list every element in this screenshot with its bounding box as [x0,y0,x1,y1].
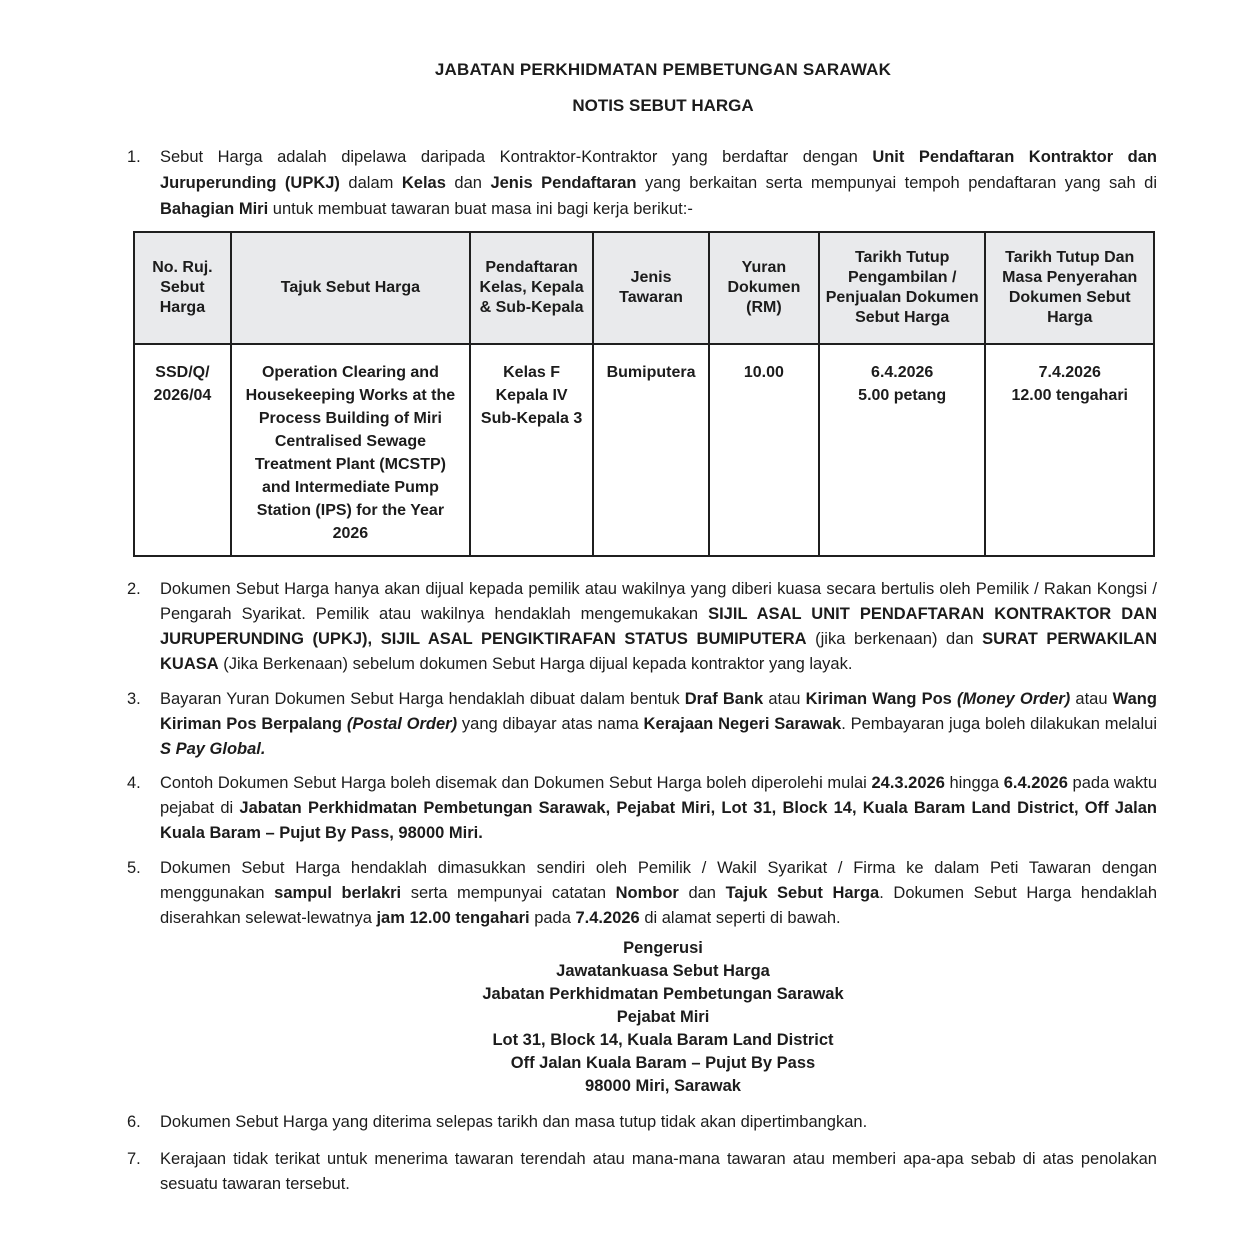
col-header-title: Tajuk Sebut Harga [231,232,470,344]
paragraph-2 [127,577,1157,677]
cell-title: Operation Clearing and Housekeeping Works at the Process Building of Miri Centralised Sewage Treatment Plant (MCSTP) and Intermediate Pump Station (IPS) for the Year 2026 [231,344,470,556]
paragraph-1-text: Sebut Harga adalah dipelawa daripada Kontraktor-Kontraktor yang berdaftar dengan Unit Pendaftaran Kontraktor dan Juruperunding (UPKJ) dalam Kelas dan Jenis Pendaftaran yang berkaitan serta mempunyai tempoh pendaftaran yang sah di Bahagian Miri untuk membuat tawaran buat masa ini bagi kerja berikut:- [160,148,1158,218]
document-title: JABATAN PERKHIDMATAN PEMBETUNGAN SARAWAK [434,60,892,79]
paragraph-7-number: 7. [127,1150,141,1168]
submission-address-block: Pengerusi Jawatankuasa Sebut Harga Jabatan Perkhidmatan Pembetungan Sarawak Pejabat Miri Lot 31, Block 14, Kuala Baram Land District Off Jalan Kuala Baram – Pujut By Pass 98000 Miri, Sarawak [482,939,844,1095]
col-header-document-fee: Yuran Dokumen (RM) [709,232,819,344]
paragraph-3-number: 3. [127,690,141,708]
cell-submission-closing: 7.4.2026 12.00 tengahari [985,344,1154,556]
paragraph-6-text: Dokumen Sebut Harga yang diterima selepas tarikh dan masa tutup tidak akan dipertimbangkan. [160,1113,868,1131]
paragraph-1 [127,144,1157,222]
paragraph-1-number: 1. [127,148,141,166]
document-subtitle: NOTIS SEBUT HARGA [572,96,754,115]
quotation-table [133,231,1155,557]
quotation-table-body [134,344,1154,556]
paragraph-4-text: Contoh Dokumen Sebut Harga boleh disemak dan Dokumen Sebut Harga boleh diperolehi mulai 24.3.2026 hingga 6.4.2026 pada waktu pejabat di Jabatan Perkhidmatan Pembetungan Sarawak, Pejabat Miri, Lot 31, Block 14, Kuala Baram Land District, Off Jalan Kuala Baram – Pujut By Pass, 98000 Miri. [160,774,1157,842]
cell-registration: Kelas F Kepala IV Sub-Kepala 3 [470,344,593,556]
paragraph-5-number: 5. [127,859,141,877]
cell-offer-type: Bumiputera [593,344,709,556]
col-header-ref-no: No. Ruj. Sebut Harga [134,232,231,344]
paragraph-2-text: Dokumen Sebut Harga hanya akan dijual kepada pemilik atau wakilnya yang diberi kuasa secara bertulis oleh Pemilik / Rakan Kongsi / Pengarah Syarikat. Pemilik atau wakilnya hendaklah mengemukakan SIJIL ASAL UNIT PENDAFTARAN KONTRAKTOR DAN JURUPERUNDING (UPKJ), SIJIL ASAL PENGIKTIRAFAN STATUS BUMIPUTERA (jika berkenaan) dan SURAT PERWAKILAN KUASA (Jika Berkenaan) sebelum dokumen Sebut Harga dijual kepada kontraktor yang layak. [160,580,1158,673]
paragraph-7 [127,1147,1157,1197]
document-header [127,60,1157,116]
paragraph-2-number: 2. [127,580,141,598]
col-header-sale-closing: Tarikh Tutup Pengambilan / Penjualan Dokumen Sebut Harga [819,232,986,344]
table-row [134,344,1154,556]
cell-ref-no: SSD/Q/ 2026/04 [134,344,231,556]
cell-document-fee: 10.00 [709,344,819,556]
col-header-offer-type: Jenis Tawaran [593,232,709,344]
paragraph-4 [127,771,1157,846]
col-header-submission-closing: Tarikh Tutup Dan Masa Penyerahan Dokumen Sebut Harga [985,232,1154,344]
paragraph-5-text: Dokumen Sebut Harga hendaklah dimasukkan sendiri oleh Pemilik / Wakil Syarikat / Firma ke dalam Peti Tawaran dengan menggunakan sampul berlakri serta mempunyai catatan Nombor dan Tajuk Sebut Harga. Dokumen Sebut Harga hendaklah diserahkan selewat-lewatnya jam 12.00 tengahari pada 7.4.2026 di alamat seperti di bawah. [160,859,1157,927]
paragraph-7-text: Kerajaan tidak terikat untuk menerima tawaran terendah atau mana-mana tawaran atau memberi apa-apa sebab di atas penolakan sesuatu tawaran tersebut. [160,1150,1157,1193]
paragraph-5 [127,856,1157,931]
cell-sale-closing: 6.4.2026 5.00 petang [819,344,986,556]
paragraph-6-number: 6. [127,1113,141,1131]
paragraph-3 [127,687,1157,762]
header-row [134,232,1154,344]
quotation-table-header [134,232,1154,344]
paragraph-3-text: Bayaran Yuran Dokumen Sebut Harga hendaklah dibuat dalam bentuk Draf Bank atau Kiriman Wang Pos (Money Order) atau Wang Kiriman Pos Berpalang (Postal Order) yang dibayar atas nama Kerajaan Negeri Sarawak. Pembayaran juga boleh dilakukan melalui S Pay Global. [160,690,1157,758]
paragraph-6 [127,1110,1157,1135]
col-header-registration: Pendaftaran Kelas, Kepala & Sub-Kepala [470,232,593,344]
paragraph-4-number: 4. [127,774,141,792]
